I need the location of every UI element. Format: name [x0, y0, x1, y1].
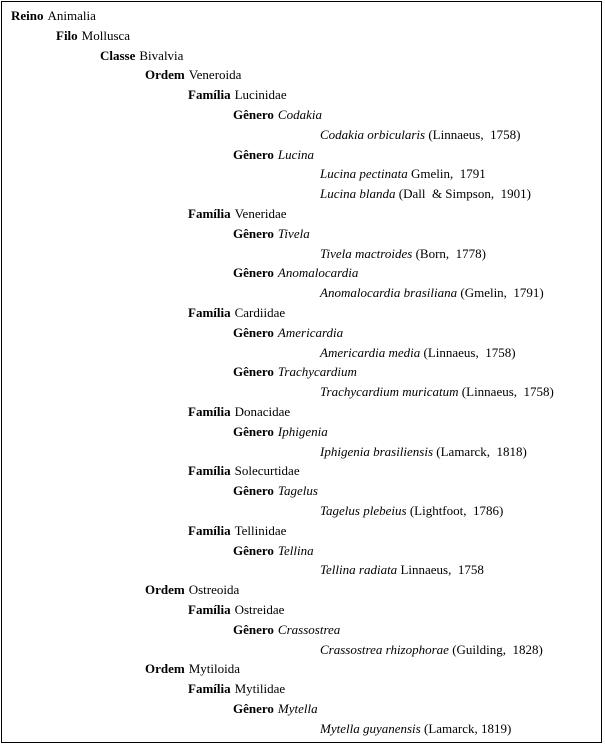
- taxon-row: [2, 541, 601, 561]
- taxon-name: Lucinidae: [234, 87, 287, 103]
- species-row: [2, 560, 601, 580]
- rank-label: Família: [188, 205, 231, 221]
- species-name: Lucina pectinata: [320, 166, 408, 182]
- taxon-row: [2, 580, 601, 600]
- species-author: (Linnaeus, 1758): [461, 384, 554, 400]
- rank-label: Família: [188, 601, 231, 617]
- taxon-row: [2, 263, 601, 283]
- taxon-name: Mytella: [277, 700, 318, 716]
- taxon-row: [2, 145, 601, 165]
- species-name: Crassostrea rhizophorae: [320, 641, 449, 657]
- taxon-name: Veneroida: [188, 67, 242, 83]
- rank-label: Filo: [56, 27, 78, 43]
- rank-label: Gênero: [233, 423, 274, 439]
- species-author: (Lightfoot, 1786): [409, 502, 504, 518]
- species-row: [2, 343, 601, 363]
- taxon-row: [2, 679, 601, 699]
- taxon-name: Mytilidae: [234, 681, 286, 697]
- taxon-row: [2, 422, 601, 442]
- rank-label: Gênero: [233, 700, 274, 716]
- rank-label: Gênero: [233, 621, 274, 637]
- species-author: (Linnaeus, 1758): [423, 344, 516, 360]
- rank-label: Gênero: [233, 542, 274, 558]
- taxon-row: [2, 481, 601, 501]
- taxon-row: [2, 303, 601, 323]
- rank-label: Classe: [100, 47, 136, 63]
- rank-label: Gênero: [233, 265, 274, 281]
- taxon-name: Cardiidae: [234, 304, 286, 320]
- species-row: [2, 125, 601, 145]
- taxon-row: [2, 46, 601, 66]
- species-name: Lucina blanda: [320, 186, 396, 202]
- taxon-name: Donacidae: [234, 403, 291, 419]
- taxon-name: Ostreidae: [234, 601, 285, 617]
- taxon-name: Crassostrea: [277, 621, 341, 637]
- species-author: (Gmelin, 1791): [460, 285, 544, 301]
- taxon-row: [2, 461, 601, 481]
- taxon-name: Americardia: [277, 324, 344, 340]
- taxon-row: [2, 224, 601, 244]
- taxon-name: Tellinidae: [234, 522, 287, 538]
- species-name: Tellina radiata: [320, 562, 398, 578]
- species-author: (Guilding, 1828): [452, 641, 543, 657]
- rank-label: Família: [188, 463, 231, 479]
- taxon-name: Lucina: [277, 146, 315, 162]
- species-row: [2, 719, 601, 739]
- rank-label: Família: [188, 87, 231, 103]
- species-author: (Born, 1778): [415, 245, 486, 261]
- taxon-row: [2, 699, 601, 719]
- species-name: Americardia media: [320, 344, 421, 360]
- taxon-name: Mytiloida: [188, 661, 240, 677]
- species-name: Mytella guyanensis: [320, 720, 421, 736]
- taxon-name: Iphigenia: [277, 423, 328, 439]
- rank-label: Gênero: [233, 483, 274, 499]
- taxon-name: Solecurtidae: [234, 463, 300, 479]
- species-name: Codakia orbicularis: [320, 126, 426, 142]
- rank-label: Ordem: [145, 661, 185, 677]
- rank-label: Gênero: [233, 106, 274, 122]
- species-row: [2, 184, 601, 204]
- rank-label: Família: [188, 681, 231, 697]
- taxon-name: Codakia: [277, 106, 322, 122]
- species-row: [2, 442, 601, 462]
- taxon-name: Ostreoida: [188, 582, 240, 598]
- species-name: Trachycardium muricatum: [320, 384, 459, 400]
- taxon-row: [2, 620, 601, 640]
- species-row: [2, 382, 601, 402]
- rank-label: Reino: [11, 8, 44, 23]
- taxon-row: [2, 600, 601, 620]
- species-name: Tagelus plebeius: [320, 502, 407, 518]
- species-row: [2, 164, 601, 184]
- species-author: (Dall & Simpson, 1901): [398, 186, 531, 202]
- species-author: (Lamarck, 1818): [436, 443, 527, 459]
- species-author: (Lamarck, 1819): [423, 720, 512, 736]
- taxon-name: Tivela: [277, 225, 310, 241]
- taxonomy-list: [2, 6, 601, 738]
- rank-label: Família: [188, 403, 231, 419]
- taxon-row: [2, 204, 601, 224]
- taxon-row: [2, 362, 601, 382]
- species-name: Anomalocardia brasiliana: [320, 285, 458, 301]
- species-author: Linnaeus, 1758: [400, 562, 484, 578]
- species-name: Tivela mactroides: [320, 245, 413, 261]
- taxon-name: Bivalvia: [139, 47, 184, 63]
- taxon-row: [2, 323, 601, 343]
- species-row: [2, 501, 601, 521]
- taxon-row: [2, 26, 601, 46]
- taxon-name: Anomalocardia: [277, 265, 359, 281]
- taxon-name: Tagelus: [277, 483, 318, 499]
- species-author: Gmelin, 1791: [411, 166, 486, 182]
- rank-label: Família: [188, 522, 231, 538]
- taxon-name: Tellina: [277, 542, 314, 558]
- taxon-name: Trachycardium: [277, 364, 357, 380]
- rank-label: Gênero: [233, 364, 274, 380]
- taxon-row: [2, 402, 601, 422]
- taxon-row: [2, 659, 601, 679]
- rank-label: Família: [188, 304, 231, 320]
- taxon-row: [2, 105, 601, 125]
- rank-label: Gênero: [233, 225, 274, 241]
- taxon-name: Mollusca: [81, 27, 131, 43]
- taxon-row: [2, 85, 601, 105]
- taxon-name: Veneridae: [234, 205, 287, 221]
- taxon-row: [2, 6, 601, 26]
- rank-label: Ordem: [145, 67, 185, 83]
- taxon-row: [2, 521, 601, 541]
- species-row: [2, 640, 601, 660]
- rank-label: Gênero: [233, 146, 274, 162]
- species-author: (Linnaeus, 1758): [428, 126, 521, 142]
- taxon-row: [2, 65, 601, 85]
- rank-label: Ordem: [145, 582, 185, 598]
- species-row: [2, 244, 601, 264]
- taxonomy-box: [1, 1, 602, 743]
- rank-label: Gênero: [233, 324, 274, 340]
- species-row: [2, 283, 601, 303]
- taxon-name: Animalia: [47, 8, 96, 23]
- species-name: Iphigenia brasiliensis: [320, 443, 434, 459]
